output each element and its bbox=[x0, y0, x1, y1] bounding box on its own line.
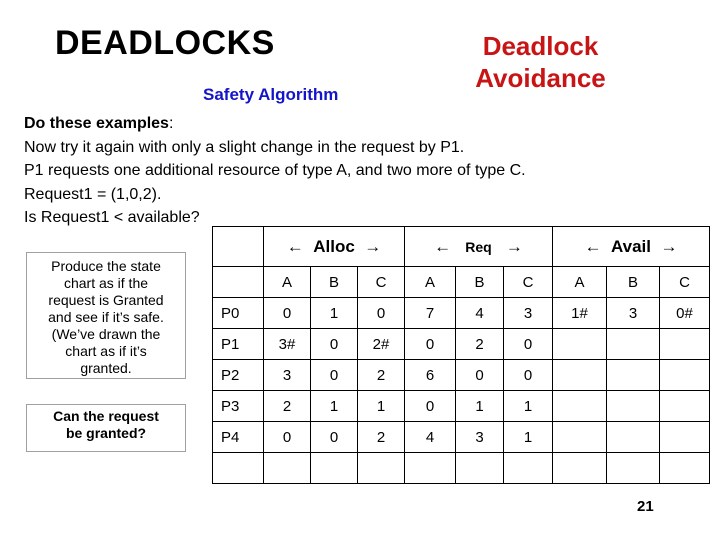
table-cell: 0 bbox=[405, 329, 456, 360]
table-cell: 2 bbox=[264, 391, 311, 422]
table-row bbox=[213, 453, 710, 484]
avail-group-header bbox=[553, 227, 710, 267]
alloc-group-header bbox=[264, 227, 405, 267]
table-cell bbox=[264, 453, 311, 484]
table-cell bbox=[660, 391, 710, 422]
table-row bbox=[213, 422, 710, 453]
table-cell: 4 bbox=[405, 422, 456, 453]
heading-line-1: Deadlock bbox=[482, 31, 599, 61]
table-cell: 0 bbox=[311, 422, 358, 453]
table-cell: 0 bbox=[504, 329, 553, 360]
column-header: B bbox=[311, 267, 358, 298]
body-line: Now try it again with only a slight change in the request by P1. bbox=[24, 138, 465, 156]
table-cell bbox=[553, 329, 607, 360]
column-header: A bbox=[405, 267, 456, 298]
table-cell: 0 bbox=[264, 298, 311, 329]
table-cell: 3# bbox=[264, 329, 311, 360]
column-header: A bbox=[553, 267, 607, 298]
corner-cell bbox=[213, 227, 264, 267]
question-note bbox=[26, 404, 186, 452]
table-cell bbox=[607, 453, 660, 484]
table-cell bbox=[311, 453, 358, 484]
table-cell: 1# bbox=[553, 298, 607, 329]
left-arrow-icon: ← bbox=[584, 236, 602, 256]
heading-line-2: Avoidance bbox=[475, 63, 606, 93]
req-group-header bbox=[405, 227, 553, 267]
table-cell bbox=[607, 329, 660, 360]
process-id-cell: P1 bbox=[213, 329, 264, 360]
table-cell: 7 bbox=[405, 298, 456, 329]
section-heading bbox=[448, 30, 633, 94]
table-cell bbox=[504, 453, 553, 484]
table-cell bbox=[553, 391, 607, 422]
body-intro-bold: Do these examples bbox=[24, 115, 169, 132]
table-cell bbox=[553, 422, 607, 453]
table-cell bbox=[660, 360, 710, 391]
table-cell: 3 bbox=[607, 298, 660, 329]
body-line-intro bbox=[24, 112, 526, 136]
note-line: Produce the state bbox=[51, 258, 161, 274]
table-cell: 0 bbox=[311, 329, 358, 360]
table-cell: 6 bbox=[405, 360, 456, 391]
table-cell bbox=[553, 360, 607, 391]
column-header: C bbox=[504, 267, 553, 298]
column-header: C bbox=[660, 267, 710, 298]
right-arrow-icon: → bbox=[505, 236, 523, 256]
instruction-note bbox=[26, 252, 186, 379]
table-cell: 0 bbox=[358, 298, 405, 329]
table-cell: 2 bbox=[358, 422, 405, 453]
note-line: chart as if it’s bbox=[65, 343, 147, 359]
page-subtitle: Safety Algorithm bbox=[203, 85, 339, 104]
note-line: request is Granted bbox=[48, 292, 164, 308]
process-id-cell: P3 bbox=[213, 391, 264, 422]
column-header: C bbox=[358, 267, 405, 298]
table-cell: 1 bbox=[311, 391, 358, 422]
table-cell: 3 bbox=[264, 360, 311, 391]
table-cell: 1 bbox=[504, 391, 553, 422]
avail-label: Avail bbox=[610, 236, 651, 256]
note-line: chart as if the bbox=[63, 275, 149, 291]
table-cell: 2# bbox=[358, 329, 405, 360]
table-cell: 0 bbox=[504, 360, 553, 391]
right-arrow-icon: → bbox=[364, 236, 382, 256]
process-id-cell: P2 bbox=[213, 360, 264, 391]
table-cell: 1 bbox=[311, 298, 358, 329]
column-header: A bbox=[264, 267, 311, 298]
group-header-row bbox=[213, 227, 710, 267]
process-id-cell: P4 bbox=[213, 422, 264, 453]
table-row bbox=[213, 329, 710, 360]
body-intro-colon: : bbox=[168, 115, 174, 132]
table-row bbox=[213, 360, 710, 391]
right-arrow-icon: → bbox=[660, 236, 678, 256]
table-cell: 0 bbox=[311, 360, 358, 391]
table-cell: 4 bbox=[456, 298, 504, 329]
page-title: DEADLOCKS bbox=[55, 24, 275, 62]
body-line: Request1 = (1,0,2). bbox=[24, 185, 162, 203]
table-cell: 1 bbox=[358, 391, 405, 422]
left-arrow-icon: ← bbox=[286, 236, 304, 256]
table-cell: 0 bbox=[405, 391, 456, 422]
column-header: B bbox=[607, 267, 660, 298]
table-cell: 0# bbox=[660, 298, 710, 329]
table-row bbox=[213, 298, 710, 329]
column-header-row bbox=[213, 267, 710, 298]
table-cell bbox=[607, 391, 660, 422]
table-cell: 2 bbox=[358, 360, 405, 391]
row-label-header bbox=[213, 267, 264, 298]
note-line: granted. bbox=[80, 360, 132, 376]
table-cell bbox=[607, 360, 660, 391]
process-id-cell bbox=[213, 453, 264, 484]
resource-table bbox=[212, 226, 710, 484]
table-cell: 3 bbox=[504, 298, 553, 329]
page-number: 21 bbox=[637, 498, 654, 515]
process-id-cell: P0 bbox=[213, 298, 264, 329]
req-label: Req bbox=[465, 238, 492, 255]
table-row bbox=[213, 391, 710, 422]
table-cell: 1 bbox=[504, 422, 553, 453]
left-arrow-icon: ← bbox=[434, 236, 452, 256]
body-line: Is Request1 < available? bbox=[24, 209, 200, 226]
question-line: Can the request bbox=[53, 408, 159, 424]
table-cell: 0 bbox=[264, 422, 311, 453]
column-header: B bbox=[456, 267, 504, 298]
table-cell bbox=[660, 329, 710, 360]
note-line: and see if it’s safe. bbox=[48, 309, 164, 325]
alloc-label: Alloc bbox=[313, 236, 355, 256]
body-line: P1 requests one additional resource of type A, and two more of type C. bbox=[24, 162, 526, 179]
table-cell bbox=[607, 422, 660, 453]
note-line: (We’ve drawn the bbox=[51, 326, 161, 342]
table-cell bbox=[553, 453, 607, 484]
table-cell: 2 bbox=[456, 329, 504, 360]
table-cell bbox=[660, 453, 710, 484]
table-cell bbox=[405, 453, 456, 484]
table-cell: 1 bbox=[456, 391, 504, 422]
table-cell: 0 bbox=[456, 360, 504, 391]
table-cell: 3 bbox=[456, 422, 504, 453]
question-line: be granted? bbox=[65, 425, 147, 441]
table-cell bbox=[456, 453, 504, 484]
table-cell bbox=[660, 422, 710, 453]
table-cell bbox=[358, 453, 405, 484]
body-text bbox=[24, 112, 526, 230]
